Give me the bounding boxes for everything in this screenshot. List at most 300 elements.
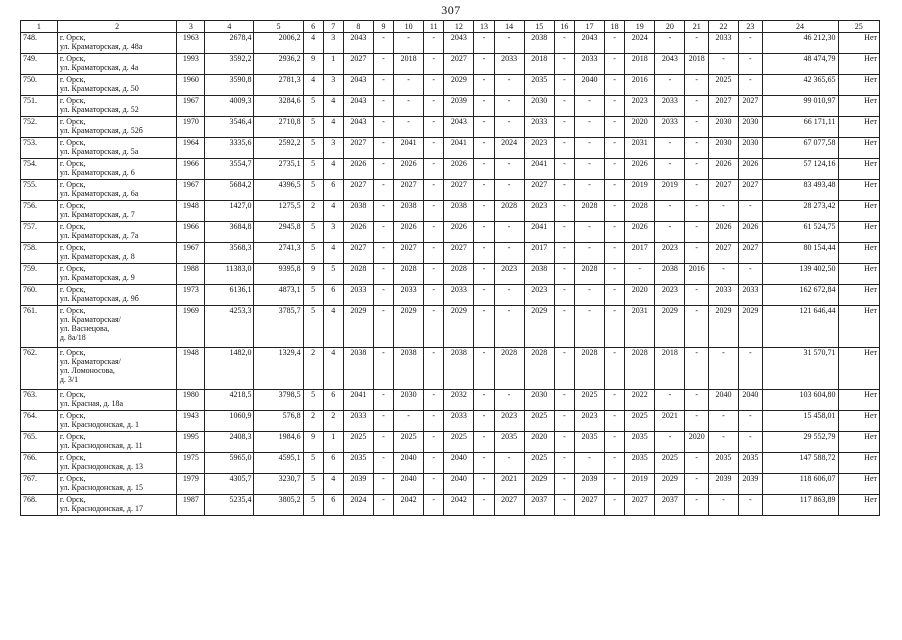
cell-col-21: -	[685, 474, 708, 495]
cell-col-19: 2031	[625, 306, 655, 348]
address-cell	[57, 306, 177, 348]
table-row	[21, 138, 880, 159]
cell-col-8: 2027	[343, 243, 373, 264]
cell-col-3: 1967	[177, 96, 205, 117]
cell-col-5: 3798,5	[254, 390, 303, 411]
cell-col-23: 2026	[739, 159, 762, 180]
address-line: ул. Краснодонская, д. 17	[59, 504, 143, 513]
cell-col-8: 2033	[343, 285, 373, 306]
cell-col-3: 1973	[177, 285, 205, 306]
cell-col-6: 2	[303, 201, 323, 222]
cell-col-14: -	[494, 75, 524, 96]
cell-col-24: 29 552,79	[762, 432, 838, 453]
cell-col-11: -	[424, 285, 444, 306]
cell-col-12: 2040	[444, 453, 474, 474]
address-cell	[57, 138, 177, 159]
cell-col-16: -	[554, 453, 574, 474]
cell-col-13: -	[474, 390, 494, 411]
cell-col-19: 2026	[625, 159, 655, 180]
cell-col-10: 2027	[394, 243, 424, 264]
cell-col-3: 1969	[177, 306, 205, 348]
cell-col-18: -	[605, 390, 625, 411]
address-line: г. Орск,	[59, 453, 86, 462]
cell-col-7: 4	[323, 201, 343, 222]
address-line: г. Орск,	[59, 495, 86, 504]
cell-col-12: 2040	[444, 474, 474, 495]
address-line: ул. Краматорская, д. 6а	[59, 189, 139, 198]
cell-col-15: 2029	[524, 306, 554, 348]
cell-col-23: 2040	[739, 390, 762, 411]
table-row	[21, 285, 880, 306]
row-number: 752.	[21, 117, 58, 138]
cell-col-4: 3568,3	[205, 243, 254, 264]
address-cell	[57, 243, 177, 264]
column-header: 22	[708, 21, 738, 33]
table-row	[21, 495, 880, 516]
address-line: г. Орск,	[59, 348, 86, 357]
cell-col-23: 2029	[739, 306, 762, 348]
cell-col-12: 2026	[444, 222, 474, 243]
cell-col-17: -	[574, 453, 604, 474]
cell-col-22: 2033	[708, 285, 738, 306]
address-cell	[57, 474, 177, 495]
cell-col-24: 15 458,01	[762, 411, 838, 432]
cell-col-13: -	[474, 180, 494, 201]
row-number: 748.	[21, 33, 58, 54]
cell-col-3: 1988	[177, 264, 205, 285]
address-line: ул. Краматорская, д. 50	[59, 84, 139, 93]
column-header: 14	[494, 21, 524, 33]
cell-col-6: 9	[303, 432, 323, 453]
cell-col-4: 11383,0	[205, 264, 254, 285]
table-row	[21, 453, 880, 474]
cell-col-10: 2040	[394, 453, 424, 474]
header-row	[21, 21, 880, 33]
cell-col-17: -	[574, 117, 604, 138]
cell-col-9: -	[373, 306, 393, 348]
cell-col-11: -	[424, 243, 444, 264]
column-header: 11	[424, 21, 444, 33]
row-number: 751.	[21, 96, 58, 117]
cell-col-22: -	[708, 495, 738, 516]
cell-col-19: 2016	[625, 75, 655, 96]
cell-col-11: -	[424, 96, 444, 117]
cell-col-4: 2408,3	[205, 432, 254, 453]
cell-col-12: 2029	[444, 306, 474, 348]
cell-col-11: -	[424, 348, 444, 390]
cell-col-16: -	[554, 54, 574, 75]
cell-col-23: 2027	[739, 96, 762, 117]
table-row	[21, 201, 880, 222]
address-cell	[57, 201, 177, 222]
cell-col-11: -	[424, 117, 444, 138]
cell-col-4: 3684,8	[205, 222, 254, 243]
address-cell	[57, 75, 177, 96]
table-row	[21, 96, 880, 117]
cell-col-10: 2026	[394, 222, 424, 243]
address-line: ул. Краматорская, д. 9	[59, 273, 135, 282]
table-row	[21, 411, 880, 432]
cell-col-19: 2028	[625, 201, 655, 222]
cell-col-10: 2033	[394, 285, 424, 306]
cell-col-14: 2027	[494, 495, 524, 516]
cell-col-6: 5	[303, 117, 323, 138]
cell-col-16: -	[554, 390, 574, 411]
address-line: ул. Краматорская, д. 52б	[59, 126, 143, 135]
cell-col-8: 2027	[343, 54, 373, 75]
cell-col-12: 2032	[444, 390, 474, 411]
cell-col-23: -	[739, 264, 762, 285]
cell-col-8: 2043	[343, 117, 373, 138]
cell-col-10: 2025	[394, 432, 424, 453]
cell-col-12: 2025	[444, 432, 474, 453]
cell-col-14: -	[494, 243, 524, 264]
cell-col-15: 2023	[524, 285, 554, 306]
cell-col-13: -	[474, 201, 494, 222]
cell-col-24: 57 124,16	[762, 159, 838, 180]
row-number: 750.	[21, 75, 58, 96]
cell-col-13: -	[474, 138, 494, 159]
cell-col-10: -	[394, 33, 424, 54]
cell-col-25: Нет	[838, 75, 880, 96]
cell-col-15: 2017	[524, 243, 554, 264]
cell-col-12: 2038	[444, 348, 474, 390]
cell-col-24: 83 493,48	[762, 180, 838, 201]
cell-col-20: 2033	[655, 96, 685, 117]
cell-col-25: Нет	[838, 54, 880, 75]
cell-col-7: 4	[323, 243, 343, 264]
cell-col-25: Нет	[838, 390, 880, 411]
cell-col-23: -	[739, 495, 762, 516]
cell-col-7: 3	[323, 222, 343, 243]
cell-col-25: Нет	[838, 453, 880, 474]
cell-col-25: Нет	[838, 432, 880, 453]
address-line: г. Орск,	[59, 180, 86, 189]
address-line: г. Орск,	[59, 96, 86, 105]
cell-col-23: -	[739, 432, 762, 453]
cell-col-19: 2019	[625, 474, 655, 495]
cell-col-8: 2027	[343, 138, 373, 159]
cell-col-9: -	[373, 411, 393, 432]
cell-col-13: -	[474, 264, 494, 285]
cell-col-18: -	[605, 33, 625, 54]
cell-col-10: -	[394, 96, 424, 117]
cell-col-20: -	[655, 75, 685, 96]
column-header: 5	[254, 21, 303, 33]
cell-col-13: -	[474, 222, 494, 243]
cell-col-5: 1984,6	[254, 432, 303, 453]
cell-col-6: 5	[303, 390, 323, 411]
address-cell	[57, 432, 177, 453]
cell-col-22: 2025	[708, 75, 738, 96]
address-line: ул. Краматорская, д. 52	[59, 105, 139, 114]
table-row	[21, 243, 880, 264]
address-line: ул. Краматорская, д. 8	[59, 252, 135, 261]
cell-col-11: -	[424, 453, 444, 474]
cell-col-7: 4	[323, 306, 343, 348]
cell-col-12: 2027	[444, 243, 474, 264]
cell-col-13: -	[474, 96, 494, 117]
cell-col-13: -	[474, 348, 494, 390]
cell-col-12: 2043	[444, 33, 474, 54]
cell-col-5: 2006,2	[254, 33, 303, 54]
cell-col-24: 117 863,89	[762, 495, 838, 516]
cell-col-21: -	[685, 495, 708, 516]
cell-col-23: -	[739, 201, 762, 222]
address-line: ул. Ломоносова,	[59, 366, 115, 375]
cell-col-25: Нет	[838, 411, 880, 432]
cell-col-21: -	[685, 33, 708, 54]
cell-col-19: 2028	[625, 348, 655, 390]
cell-col-18: -	[605, 348, 625, 390]
cell-col-14: -	[494, 306, 524, 348]
row-number: 762.	[21, 348, 58, 390]
address-line: ул. Краматорская, д. 48а	[59, 42, 143, 51]
table-row	[21, 117, 880, 138]
cell-col-12: 2026	[444, 159, 474, 180]
address-line: г. Орск,	[59, 432, 86, 441]
cell-col-5: 3284,6	[254, 96, 303, 117]
cell-col-15: 2038	[524, 264, 554, 285]
cell-col-21: 2020	[685, 432, 708, 453]
cell-col-10: 2026	[394, 159, 424, 180]
cell-col-20: 2019	[655, 180, 685, 201]
cell-col-15: 2029	[524, 474, 554, 495]
cell-col-5: 3805,2	[254, 495, 303, 516]
cell-col-8: 2043	[343, 33, 373, 54]
address-line: ул. Краснодонская, д. 1	[59, 420, 139, 429]
cell-col-17: -	[574, 243, 604, 264]
cell-col-17: 2025	[574, 390, 604, 411]
cell-col-10: -	[394, 117, 424, 138]
cell-col-9: -	[373, 495, 393, 516]
cell-col-12: 2027	[444, 54, 474, 75]
cell-col-15: 2037	[524, 495, 554, 516]
cell-col-20: 2029	[655, 306, 685, 348]
cell-col-6: 5	[303, 495, 323, 516]
table-row	[21, 474, 880, 495]
cell-col-4: 3546,4	[205, 117, 254, 138]
cell-col-11: -	[424, 75, 444, 96]
cell-col-6: 5	[303, 222, 323, 243]
cell-col-18: -	[605, 138, 625, 159]
cell-col-19: -	[625, 264, 655, 285]
row-number: 767.	[21, 474, 58, 495]
cell-col-9: -	[373, 117, 393, 138]
column-header: 9	[373, 21, 393, 33]
cell-col-12: 2033	[444, 411, 474, 432]
cell-col-11: -	[424, 306, 444, 348]
cell-col-10: 2040	[394, 474, 424, 495]
cell-col-8: 2041	[343, 390, 373, 411]
cell-col-10: 2027	[394, 180, 424, 201]
cell-col-6: 5	[303, 96, 323, 117]
cell-col-11: -	[424, 411, 444, 432]
cell-col-9: -	[373, 390, 393, 411]
cell-col-22: 2027	[708, 243, 738, 264]
cell-col-15: 2041	[524, 159, 554, 180]
cell-col-18: -	[605, 453, 625, 474]
cell-col-5: 3230,7	[254, 474, 303, 495]
address-cell	[57, 159, 177, 180]
cell-col-10: -	[394, 411, 424, 432]
cell-col-22: 2026	[708, 159, 738, 180]
cell-col-4: 5684,2	[205, 180, 254, 201]
cell-col-14: -	[494, 453, 524, 474]
cell-col-21: -	[685, 348, 708, 390]
cell-col-11: -	[424, 54, 444, 75]
cell-col-15: 2028	[524, 348, 554, 390]
column-header: 19	[625, 21, 655, 33]
cell-col-12: 2038	[444, 201, 474, 222]
cell-col-6: 5	[303, 306, 323, 348]
cell-col-8: 2043	[343, 96, 373, 117]
cell-col-22: -	[708, 54, 738, 75]
cell-col-18: -	[605, 117, 625, 138]
address-line: ул. Краснодонская, д. 15	[59, 483, 143, 492]
column-header: 10	[394, 21, 424, 33]
row-number: 759.	[21, 264, 58, 285]
cell-col-15: 2025	[524, 411, 554, 432]
address-line: г. Орск,	[59, 54, 86, 63]
cell-col-13: -	[474, 159, 494, 180]
cell-col-16: -	[554, 180, 574, 201]
address-line: г. Орск,	[59, 138, 86, 147]
cell-col-4: 2678,4	[205, 33, 254, 54]
cell-col-11: -	[424, 201, 444, 222]
cell-col-6: 5	[303, 138, 323, 159]
cell-col-7: 3	[323, 75, 343, 96]
cell-col-6: 9	[303, 264, 323, 285]
cell-col-18: -	[605, 159, 625, 180]
cell-col-20: -	[655, 33, 685, 54]
cell-col-25: Нет	[838, 222, 880, 243]
address-line: ул. Краматорская/	[59, 357, 121, 366]
cell-col-4: 6136,1	[205, 285, 254, 306]
cell-col-5: 2936,2	[254, 54, 303, 75]
cell-col-21: -	[685, 96, 708, 117]
cell-col-13: -	[474, 75, 494, 96]
cell-col-15: 2018	[524, 54, 554, 75]
address-line: г. Орск,	[59, 75, 86, 84]
cell-col-7: 4	[323, 348, 343, 390]
address-line: г. Орск,	[59, 159, 86, 168]
cell-col-9: -	[373, 33, 393, 54]
cell-col-9: -	[373, 96, 393, 117]
cell-col-15: 2041	[524, 222, 554, 243]
cell-col-25: Нет	[838, 201, 880, 222]
cell-col-17: -	[574, 222, 604, 243]
cell-col-7: 3	[323, 33, 343, 54]
cell-col-6: 4	[303, 75, 323, 96]
cell-col-5: 2945,8	[254, 222, 303, 243]
cell-col-7: 5	[323, 264, 343, 285]
cell-col-22: 2035	[708, 453, 738, 474]
table-row	[21, 159, 880, 180]
address-cell	[57, 96, 177, 117]
cell-col-5: 2710,8	[254, 117, 303, 138]
cell-col-8: 2028	[343, 264, 373, 285]
cell-col-19: 2026	[625, 222, 655, 243]
cell-col-9: -	[373, 348, 393, 390]
cell-col-4: 1427,0	[205, 201, 254, 222]
cell-col-12: 2043	[444, 117, 474, 138]
cell-col-4: 5965,0	[205, 453, 254, 474]
cell-col-24: 103 604,80	[762, 390, 838, 411]
cell-col-3: 1960	[177, 75, 205, 96]
cell-col-17: -	[574, 180, 604, 201]
address-line: ул. Краматорская, д. 7	[59, 210, 135, 219]
cell-col-14: -	[494, 117, 524, 138]
cell-col-7: 1	[323, 54, 343, 75]
cell-col-3: 1963	[177, 33, 205, 54]
cell-col-14: 2024	[494, 138, 524, 159]
cell-col-19: 2024	[625, 33, 655, 54]
cell-col-21: -	[685, 117, 708, 138]
address-line: г. Орск,	[59, 117, 86, 126]
table-row	[21, 75, 880, 96]
cell-col-5: 2781,3	[254, 75, 303, 96]
address-line: ул. Краматорская, д. 7а	[59, 231, 139, 240]
cell-col-13: -	[474, 33, 494, 54]
row-number: 764.	[21, 411, 58, 432]
cell-col-14: 2033	[494, 54, 524, 75]
cell-col-18: -	[605, 54, 625, 75]
cell-col-6: 4	[303, 33, 323, 54]
cell-col-19: 2027	[625, 495, 655, 516]
address-line: г. Орск,	[59, 243, 86, 252]
cell-col-8: 2026	[343, 159, 373, 180]
cell-col-8: 2029	[343, 306, 373, 348]
table-row	[21, 306, 880, 348]
cell-col-19: 2022	[625, 390, 655, 411]
column-header: 7	[323, 21, 343, 33]
cell-col-10: 2041	[394, 138, 424, 159]
cell-col-15: 2033	[524, 117, 554, 138]
cell-col-7: 4	[323, 117, 343, 138]
cell-col-18: -	[605, 243, 625, 264]
column-header: 24	[762, 21, 838, 33]
cell-col-12: 2027	[444, 180, 474, 201]
cell-col-19: 2023	[625, 96, 655, 117]
cell-col-25: Нет	[838, 348, 880, 390]
cell-col-12: 2041	[444, 138, 474, 159]
cell-col-14: 2035	[494, 432, 524, 453]
cell-col-16: -	[554, 264, 574, 285]
cell-col-8: 2038	[343, 348, 373, 390]
cell-col-8: 2038	[343, 201, 373, 222]
address-line: ул. Краматорская/	[59, 315, 121, 324]
cell-col-17: -	[574, 138, 604, 159]
cell-col-25: Нет	[838, 243, 880, 264]
page-number: 307	[441, 3, 461, 17]
cell-col-5: 576,8	[254, 411, 303, 432]
cell-col-14: 2023	[494, 411, 524, 432]
cell-col-3: 1993	[177, 54, 205, 75]
cell-col-22: 2039	[708, 474, 738, 495]
cell-col-17: 2027	[574, 495, 604, 516]
cell-col-11: -	[424, 390, 444, 411]
address-cell	[57, 495, 177, 516]
column-header: 8	[343, 21, 373, 33]
cell-col-18: -	[605, 201, 625, 222]
cell-col-19: 2025	[625, 411, 655, 432]
cell-col-16: -	[554, 75, 574, 96]
cell-col-18: -	[605, 180, 625, 201]
cell-col-11: -	[424, 33, 444, 54]
cell-col-16: -	[554, 96, 574, 117]
cell-col-16: -	[554, 474, 574, 495]
